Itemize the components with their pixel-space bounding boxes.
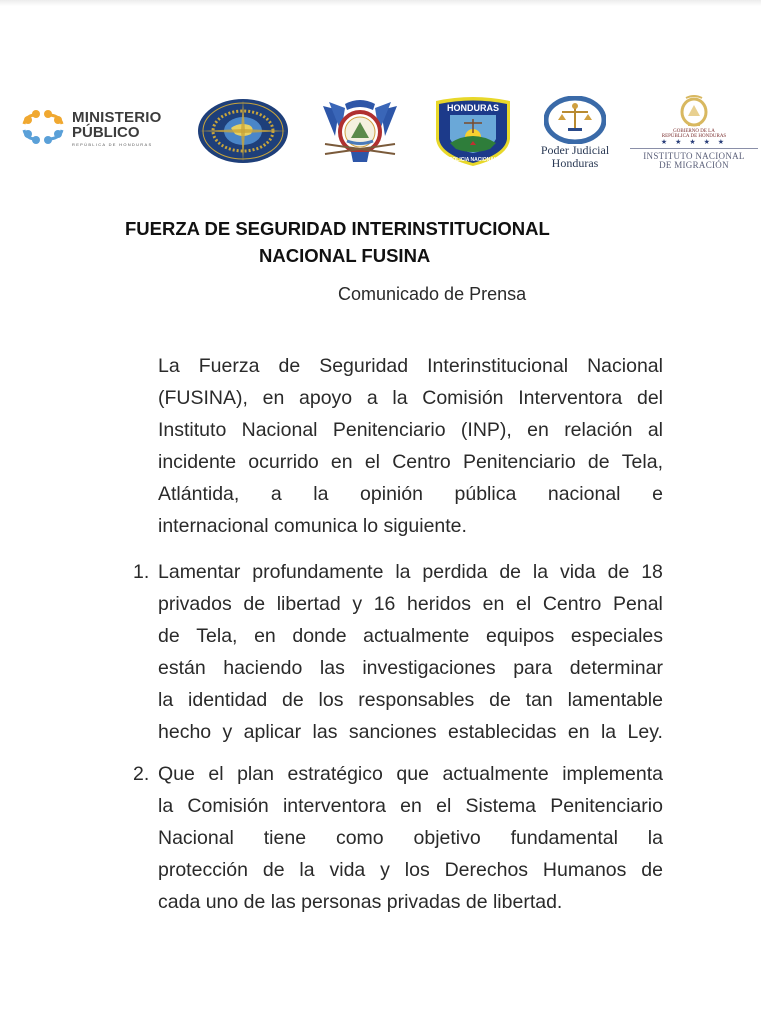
intro-line: incidente ocurrido en el Centro Penitenciario de Tela, (158, 451, 663, 473)
top-edge-shadow (0, 0, 761, 6)
document-title-line1: FUERZA DE SEGURIDAD INTERINSTITUCIONAL (125, 218, 550, 239)
policia-nacional-badge-icon (430, 95, 516, 167)
intro-line: Atlántida, a la opinión pública nacional e (158, 483, 663, 505)
stars-icon: ★ ★ ★ ★ ★ (660, 139, 728, 146)
coat-of-arms-icon (315, 96, 405, 166)
list-item-number: 1. (133, 561, 150, 583)
republica-text: REPÚBLICA DE HONDURAS (72, 142, 153, 147)
intro-line: Instituto Nacional Penitenciario (INP), en relación al (158, 419, 663, 441)
instituto-nacional-text: INSTITUTO NACIONAL (643, 151, 745, 161)
honduras-badge-text: HONDURAS (446, 103, 500, 113)
intro-line: internacional comunica lo siguiente. (158, 515, 467, 537)
list-item-number: 2. (133, 763, 150, 785)
document-subtitle: Comunicado de Prensa (338, 284, 527, 304)
list-item-line: Nacional tiene como objetivo fundamental la (158, 827, 663, 849)
publico-text: PÚBLICO (72, 124, 140, 141)
list-item (133, 758, 663, 918)
honduras-emblem-icon (678, 94, 710, 128)
list-item-line: Que el plan estratégico que actualmente implementa (158, 763, 663, 785)
list-item-text (158, 556, 663, 748)
de-migracion-text: DE MIGRACIÓN (659, 160, 729, 170)
list-item-line: cada uno de las personas privadas de libertad. (158, 891, 563, 913)
list-item-line: protección de la vida y los Derechos Humanos de (158, 859, 663, 881)
poder-judicial-logo (530, 96, 620, 174)
gobierno-text: GOBIERNO DE LA (673, 129, 715, 134)
list-item-line: hecho y aplicar las sanciones establecidas en la Ley. (158, 721, 663, 743)
republica-text: REPÚBLICA DE HONDURAS (661, 134, 727, 139)
list-item-text (158, 758, 663, 918)
scales-of-justice-icon (544, 96, 606, 144)
divider (630, 148, 758, 149)
list-item-line: están haciendo las investigaciones para determinar (158, 657, 663, 679)
document-title-line2: NACIONAL FUSINA (259, 245, 431, 266)
intro-paragraph (158, 350, 663, 542)
fusina-seal-icon (197, 98, 289, 164)
list-item-line: privados de libertad y 16 heridos en el Centro Penal (158, 593, 663, 615)
logo-strip (0, 90, 761, 175)
list-item-line: la identidad de los responsables de tan lamentable (158, 689, 663, 711)
instituto-migracion-logo (628, 94, 760, 172)
intro-line: (FUSINA), en apoyo a la Comisión Interventora del (158, 387, 663, 409)
list-item-line: la Comisión interventora en el Sistema Penitenciario (158, 795, 663, 817)
list-item-line: Lamentar profundamente la perdida de la vida de 18 (158, 561, 663, 583)
intro-line: La Fuerza de Seguridad Interinstitucional Nacional (158, 355, 663, 377)
list-item (133, 556, 663, 748)
poder-judicial-text: Poder Judicial (540, 143, 610, 157)
policia-badge-text: POLICIA NACIONAL (449, 157, 497, 163)
people-circle-icon (20, 110, 66, 144)
ministerio-publico-logo (18, 108, 178, 148)
list-item-line: de Tela, en donde actualmente equipos especiales (158, 625, 663, 647)
ministerio-text: MINISTERIO (72, 109, 162, 126)
honduras-text: Honduras (551, 156, 599, 170)
